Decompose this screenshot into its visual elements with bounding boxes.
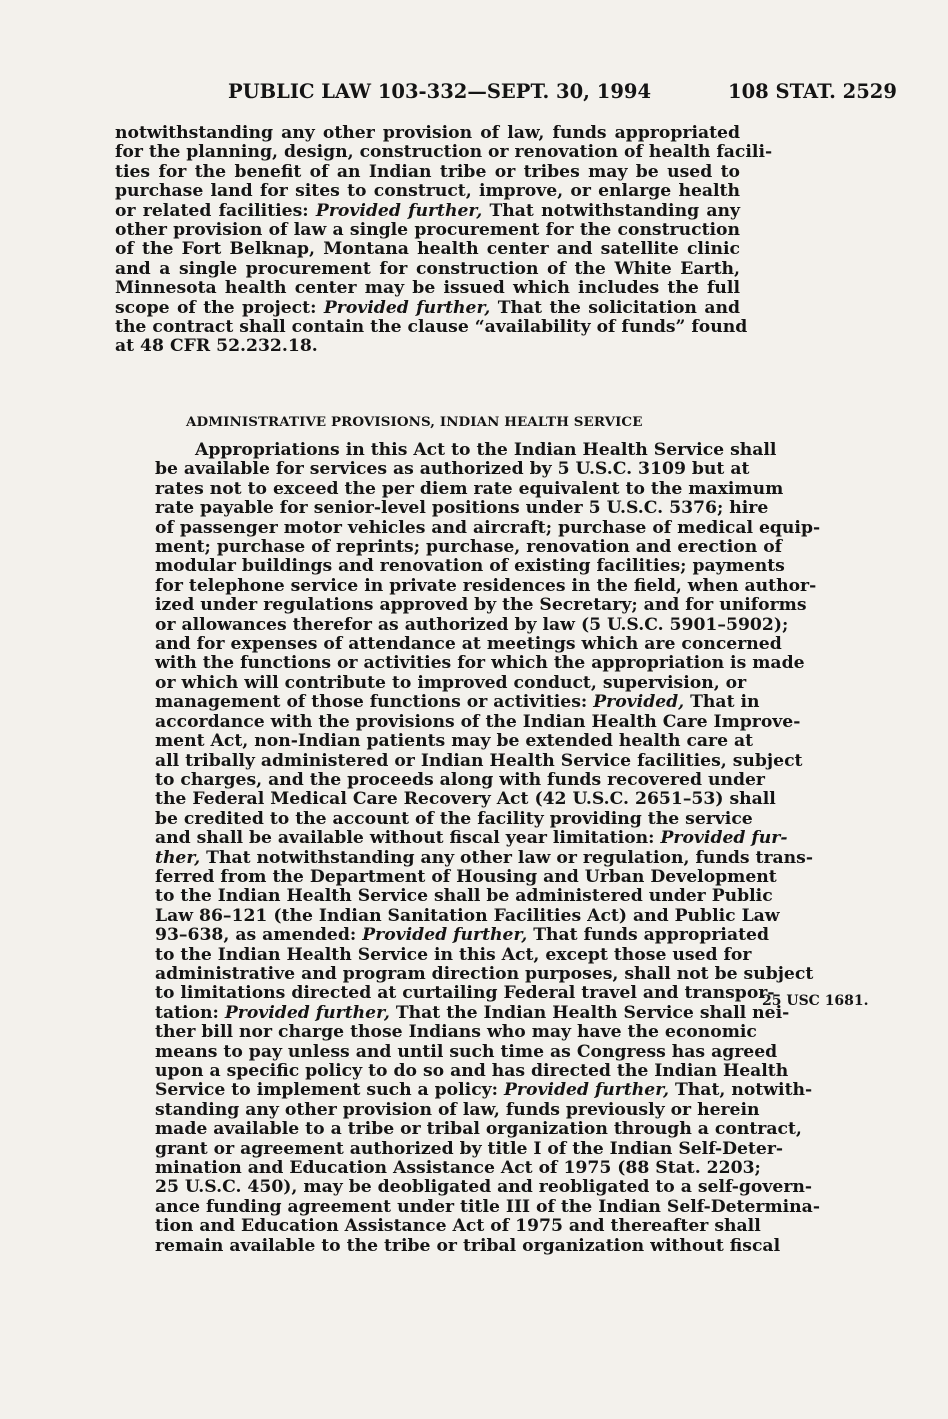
text-line: Service to implement such a policy: Provided further, That, notwith-	[155, 1080, 813, 1101]
text-line: and shall be available without fiscal year limitation: Provided fur-	[155, 828, 788, 849]
text-line: accordance with the provisions of the Indian Health Care Improve-	[155, 711, 801, 732]
text-line: 93–638, as amended: Provided further, That funds appropriated	[155, 925, 769, 946]
text-line: grant or agreement authorized by title I of the Indian Self-Deter-	[155, 1138, 784, 1159]
text-line: to charges, and the proceeds along with funds recovered under	[155, 769, 765, 790]
text-line: be available for services as authorized by 5 U.S.C. 3109 but at	[155, 459, 750, 480]
proviso-italic: Provided fur-	[660, 828, 788, 849]
text-line: standing any other provision of law, funds previously or herein	[155, 1099, 760, 1120]
text-line: Minnesota health center may be issued which includes the full	[115, 278, 740, 299]
text-line: ment Act, non-Indian patients may be extended health care at	[155, 731, 754, 752]
text-line: Appropriations in this Act to the Indian Health Service shall	[195, 440, 777, 460]
text-line: ized under regulations approved by the Secretary; and for uniforms	[155, 595, 807, 616]
proviso-italic: Provided further,	[362, 925, 528, 946]
proviso-italic: Provided further,	[504, 1080, 670, 1101]
text-line: scope of the project: Provided further, That the solicitation and	[115, 297, 740, 318]
text-line: the Federal Medical Care Recovery Act (42 U.S.C. 2651–53) shall	[155, 789, 776, 810]
text-line: management of those functions or activities: Provided, That in	[155, 692, 760, 713]
text-line: rate payable for senior-level positions under 5 U.S.C. 5376; hire	[155, 498, 769, 519]
text-line: ties for the benefit of an Indian tribe or tribes may be used to	[115, 161, 740, 182]
text-line: of the Fort Belknap, Montana health center and satellite clinic	[115, 239, 740, 260]
text-line: to the Indian Health Service shall be administered under Public	[155, 886, 773, 907]
text-line: for the planning, design, construction or renovation of health facili-	[115, 142, 773, 163]
proviso-italic: ther,	[155, 847, 201, 868]
text-line: or related facilities: Provided further, That notwithstanding any	[115, 200, 740, 221]
text-line: with the functions or activities for which the appropriation is made	[155, 653, 805, 674]
proviso-italic: Provided further,	[323, 297, 491, 318]
text-line: ment; purchase of reprints; purchase, renovation and erection of	[155, 537, 783, 558]
text-line: and a single procurement for construction of the White Earth,	[115, 258, 740, 279]
text-line: of passenger motor vehicles and aircraft; purchase of medical equip-	[155, 517, 821, 538]
text-line: administrative and program direction purposes, shall not be subject	[155, 963, 814, 984]
text-line: 25 U.S.C. 450), may be deobligated and reobligated to a self-govern-	[155, 1177, 812, 1198]
text-line: for telephone service in private residences in the field, when author-	[155, 575, 817, 596]
text-line: rates not to exceed the per diem rate equivalent to the maximum	[155, 478, 784, 499]
section-heading: ADMINISTRATIVE PROVISIONS, INDIAN HEALTH SERVICE	[186, 414, 643, 430]
page-header-title: PUBLIC LAW 103-332—SEPT. 30, 1994	[228, 80, 652, 103]
text-line: modular buildings and renovation of existing facilities; payments	[155, 556, 785, 577]
text-line: the contract shall contain the clause “availability of funds” found	[115, 317, 748, 338]
text-line: to the Indian Health Service in this Act, except those used for	[155, 944, 752, 965]
text-line: notwithstanding any other provision of law, funds appropriated	[115, 123, 740, 143]
text-line: ther, That notwithstanding any other law or regulation, funds trans-	[155, 847, 813, 868]
proviso-italic: Provided further,	[224, 1002, 390, 1023]
text-line: remain available to the tribe or tribal organization without fiscal	[155, 1235, 781, 1256]
text-line: tation: Provided further, That the Indian Health Service shall nei-	[155, 1002, 790, 1023]
text-line: upon a specific policy to do so and has directed the Indian Health	[155, 1061, 789, 1081]
text-line: or which will contribute to improved conduct, supervision, or	[155, 672, 747, 693]
text-line: ther bill nor charge those Indians who may have the economic	[155, 1022, 757, 1043]
text-line: be credited to the account of the facility providing the service	[155, 808, 753, 829]
text-line: to limitations directed at curtailing Federal travel and transpor-	[155, 983, 775, 1004]
text-line: ferred from the Department of Housing and Urban Development	[155, 866, 777, 887]
text-line: Law 86–121 (the Indian Sanitation Facilities Act) and Public Law	[155, 905, 780, 926]
text-line: at 48 CFR 52.232.18.	[115, 336, 318, 357]
page-header-stat-number: 108 STAT. 2529	[728, 80, 897, 103]
text-line: made available to a tribe or tribal organization through a contract,	[155, 1119, 802, 1140]
text-line: tion and Education Assistance Act of 1975 and thereafter shall	[155, 1216, 761, 1237]
text-line: purchase land for sites to construct, improve, or enlarge health	[115, 181, 740, 202]
text-line: mination and Education Assistance Act of 1975 (88 Stat. 2203;	[155, 1158, 761, 1179]
text-line: ance funding agreement under title III of the Indian Self-Determina-	[155, 1196, 820, 1217]
text-line: other provision of law a single procurement for the construction	[115, 220, 740, 241]
text-line: means to pay unless and until such time as Congress has agreed	[155, 1041, 778, 1062]
paragraph-continuation	[115, 123, 773, 357]
proviso-italic: Provided,	[593, 692, 685, 713]
text-line: or allowances therefor as authorized by law (5 U.S.C. 5901–5902);	[155, 614, 789, 635]
text-line: all tribally administered or Indian Health Service facilities, subject	[155, 750, 803, 771]
text-line: and for expenses of attendance at meetings which are concerned	[155, 634, 782, 655]
margin-citation-note: 25 USC 1681.	[762, 993, 869, 1009]
proviso-italic: Provided further,	[315, 200, 483, 221]
